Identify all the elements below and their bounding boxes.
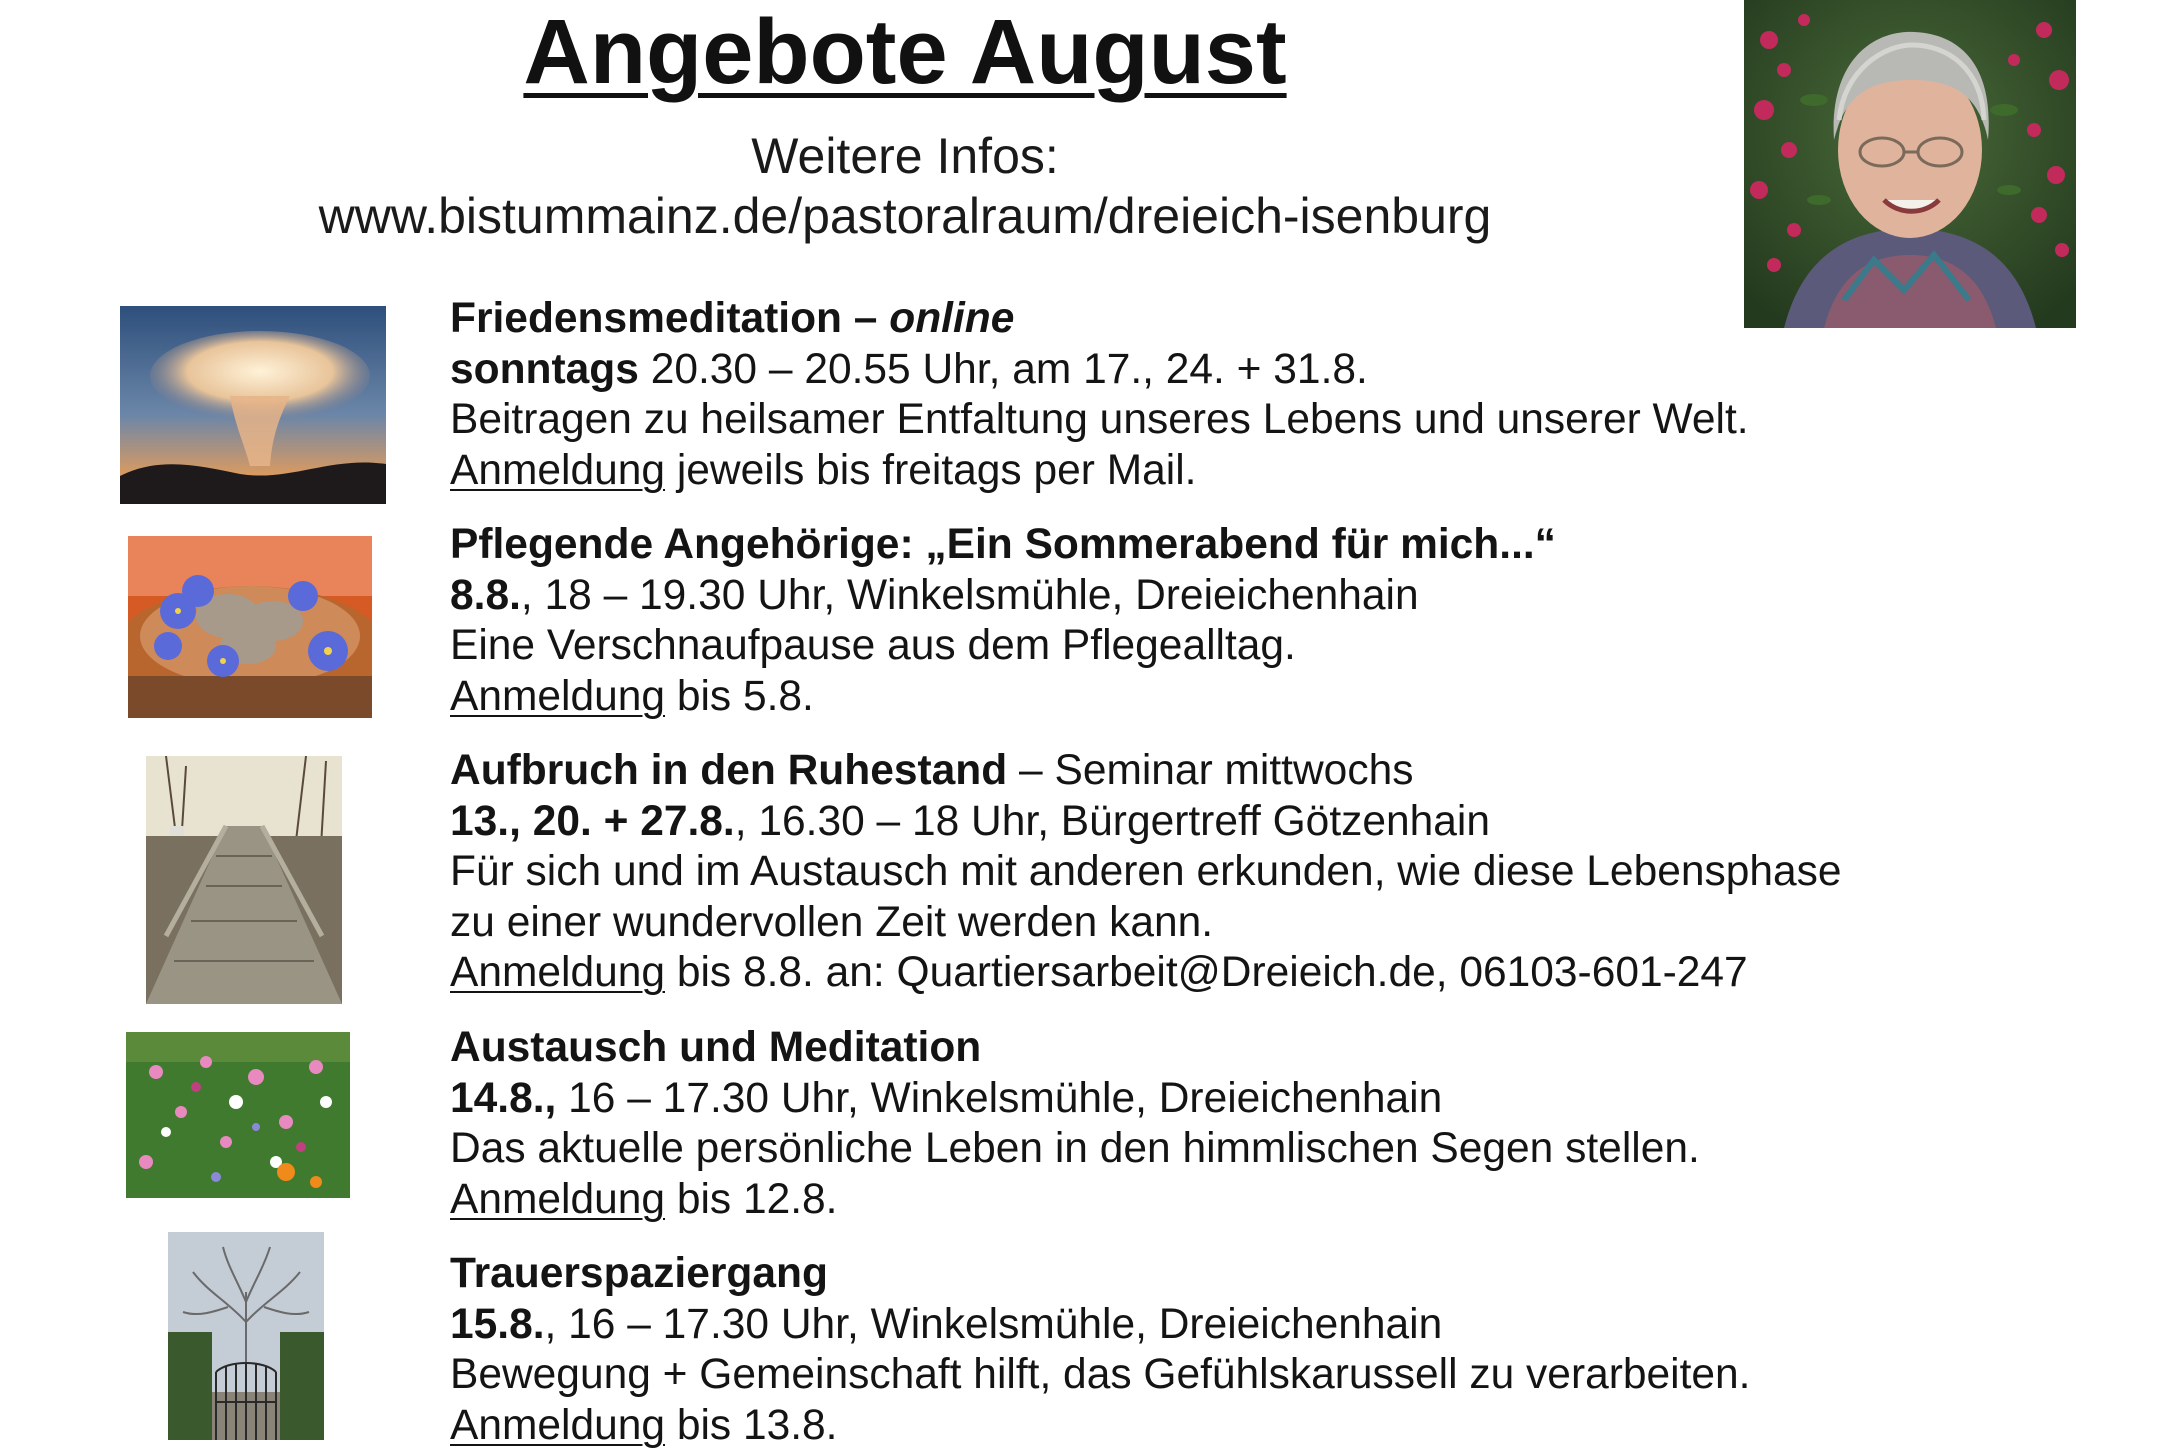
event-title xyxy=(450,520,2090,571)
event-registration xyxy=(450,1175,2090,1226)
registration-link[interactable]: Anmeldung xyxy=(450,447,665,494)
event-title xyxy=(450,1023,2090,1074)
event-description: Das aktuelle persönliche Leben in den himmlischen Segen stellen. xyxy=(450,1124,2090,1175)
event-registration xyxy=(450,1401,2090,1451)
page-title xyxy=(0,0,1810,104)
event-date-bold: 15.8. xyxy=(450,1301,545,1348)
tree-gate-photo xyxy=(168,1232,324,1440)
portrait-photo xyxy=(1744,0,2076,328)
event-registration xyxy=(450,446,2090,497)
event-title-text: Pflegende Angehörige: „Ein Sommerabend für mich...“ xyxy=(450,521,1556,568)
registration-text: bis 5.8. xyxy=(665,673,814,720)
event-date xyxy=(450,797,2090,848)
cloud-sunset-photo xyxy=(120,306,386,504)
event-title-text: Aufbruch in den Ruhestand xyxy=(450,747,1007,794)
event-date xyxy=(450,345,2090,396)
event-title xyxy=(450,1249,2090,1300)
pansy-flowers-photo xyxy=(128,536,372,718)
event-title-rest: – Seminar mittwochs xyxy=(1007,747,1413,794)
registration-text: jeweils bis freitags per Mail. xyxy=(665,447,1196,494)
event-date-bold: 14.8., xyxy=(450,1075,556,1122)
event-title-text: Austausch und Meditation xyxy=(450,1024,981,1071)
event-date-rest: 20.30 – 20.55 Uhr, am 17., 24. + 31.8. xyxy=(639,346,1368,393)
event-title xyxy=(450,294,2090,345)
event-title-text: Friedensmeditation – xyxy=(450,295,889,342)
event-date xyxy=(450,1074,2090,1125)
registration-link[interactable]: Anmeldung xyxy=(450,949,665,996)
event-pflegende-angehoerige xyxy=(450,520,2090,722)
event-friedensmeditation xyxy=(450,294,2090,496)
wooden-bridge-photo xyxy=(146,756,342,1004)
event-date-bold: 8.8. xyxy=(450,572,521,619)
registration-text: bis 12.8. xyxy=(665,1176,837,1223)
event-austausch-meditation xyxy=(450,1023,2090,1225)
event-date-bold: sonntags xyxy=(450,346,639,393)
event-date-rest: , 18 – 19.30 Uhr, Winkelsmühle, Dreieichenhain xyxy=(521,572,1419,619)
registration-text: bis 13.8. xyxy=(665,1402,837,1449)
event-date-rest: , 16 – 17.30 Uhr, Winkelsmühle, Dreieichenhain xyxy=(545,1301,1443,1348)
event-registration xyxy=(450,672,2090,723)
info-url: www.bistummainz.de/pastoralraum/dreieich-isenburg xyxy=(0,186,1810,246)
event-date-rest: 16 – 17.30 Uhr, Winkelsmühle, Dreieichenhain xyxy=(556,1075,1442,1122)
flower-meadow-photo xyxy=(126,1032,350,1198)
event-trauerspaziergang xyxy=(450,1249,2090,1451)
event-date xyxy=(450,1300,2090,1351)
event-title-text: Trauerspaziergang xyxy=(450,1250,828,1297)
page-title-text: Angebote August xyxy=(523,1,1286,103)
event-description: Bewegung + Gemeinschaft hilft, das Gefühlskarussell zu verarbeiten. xyxy=(450,1350,2090,1401)
event-aufbruch-ruhestand xyxy=(450,746,2090,999)
registration-text: bis 8.8. an: Quartiersarbeit@Dreieich.de, 06103-601-247 xyxy=(665,949,1748,996)
info-label: Weitere Infos: xyxy=(0,126,1810,186)
registration-link[interactable]: Anmeldung xyxy=(450,1402,665,1449)
event-date xyxy=(450,571,2090,622)
event-description: Eine Verschnaufpause aus dem Pflegealltag. xyxy=(450,621,2090,672)
registration-link[interactable]: Anmeldung xyxy=(450,673,665,720)
event-date-rest: , 16.30 – 18 Uhr, Bürgertreff Götzenhain xyxy=(735,798,1490,845)
event-description: zu einer wundervollen Zeit werden kann. xyxy=(450,898,2090,949)
event-registration xyxy=(450,948,2090,999)
event-description: Für sich und im Austausch mit anderen erkunden, wie diese Lebensphase xyxy=(450,847,2090,898)
registration-link[interactable]: Anmeldung xyxy=(450,1176,665,1223)
event-title xyxy=(450,746,2090,797)
event-description: Beitragen zu heilsamer Entfaltung unseres Lebens und unserer Welt. xyxy=(450,395,2090,446)
event-title-italic: online xyxy=(889,295,1014,342)
info-block xyxy=(0,126,1810,246)
event-date-bold: 13., 20. + 27.8. xyxy=(450,798,735,845)
